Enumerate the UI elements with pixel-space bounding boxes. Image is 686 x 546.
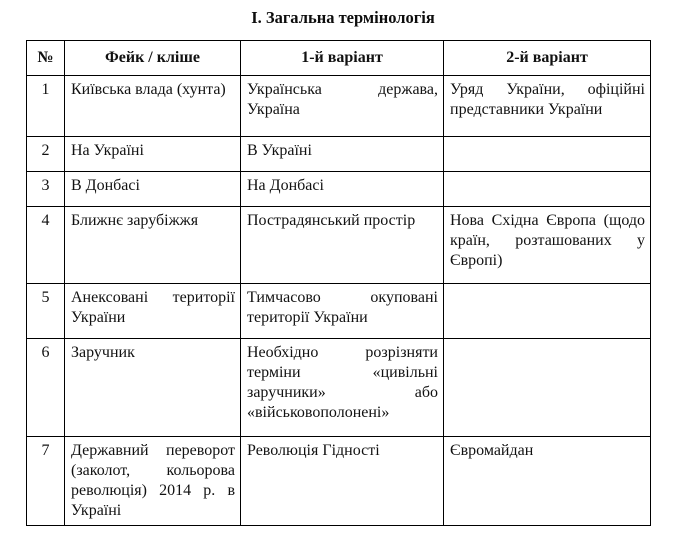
- table-row: [27, 339, 651, 437]
- table-row: [27, 172, 651, 207]
- variant2-cell: [444, 339, 651, 437]
- table-row: [27, 137, 651, 172]
- row-number-cell: 6: [27, 339, 65, 437]
- fake-cliche-cell: На Україні: [65, 137, 241, 172]
- table-row: [27, 76, 651, 137]
- table-row: [27, 207, 651, 284]
- fake-cliche-cell: Державний переворот (заколот, кольорова революція) 2014 р. в Україні: [65, 437, 241, 526]
- fake-cliche-cell: Анексовані території України: [65, 284, 241, 339]
- variant1-cell: Пострадянський простір: [241, 207, 444, 284]
- variant2-cell: [444, 284, 651, 339]
- variant1-cell: Необхідно розрізняти терміни «цивільні заручники» або «військовополонені»: [241, 339, 444, 437]
- row-number-cell: 2: [27, 137, 65, 172]
- document-page: [0, 8, 686, 546]
- fake-cliche-cell: Ближнє зарубіжжя: [65, 207, 241, 284]
- row-number-cell: 3: [27, 172, 65, 207]
- fake-cliche-cell: В Донбасі: [65, 172, 241, 207]
- table-row: [27, 284, 651, 339]
- table-row: [27, 437, 651, 526]
- variant2-cell: [444, 137, 651, 172]
- table-header: [27, 41, 651, 76]
- header-row: [27, 41, 651, 76]
- variant2-cell: [444, 172, 651, 207]
- variant1-cell: В Україні: [241, 137, 444, 172]
- row-number-cell: 7: [27, 437, 65, 526]
- variant1-cell: Революція Гідності: [241, 437, 444, 526]
- variant2-cell: Євромайдан: [444, 437, 651, 526]
- col-header-fake-cliche: Фейк / кліше: [65, 41, 241, 76]
- fake-cliche-cell: Заручник: [65, 339, 241, 437]
- section-title: І. Загальна термінологія: [251, 8, 435, 27]
- table-body: [27, 76, 651, 526]
- variant1-cell: Українська держава, Україна: [241, 76, 444, 137]
- terminology-table: [26, 40, 651, 526]
- variant2-cell: Уряд України, офіційні представники України: [444, 76, 651, 137]
- fake-cliche-cell: Київська влада (хунта): [65, 76, 241, 137]
- col-header-variant1: 1-й варіант: [241, 41, 444, 76]
- variant1-cell: Тимчасово окуповані території України: [241, 284, 444, 339]
- row-number-cell: 1: [27, 76, 65, 137]
- variant1-cell: На Донбасі: [241, 172, 444, 207]
- row-number-cell: 4: [27, 207, 65, 284]
- col-header-variant2: 2-й варіант: [444, 41, 651, 76]
- col-header-number: №: [27, 41, 65, 76]
- row-number-cell: 5: [27, 284, 65, 339]
- variant2-cell: Нова Східна Європа (щодо країн, розташованих у Європі): [444, 207, 651, 284]
